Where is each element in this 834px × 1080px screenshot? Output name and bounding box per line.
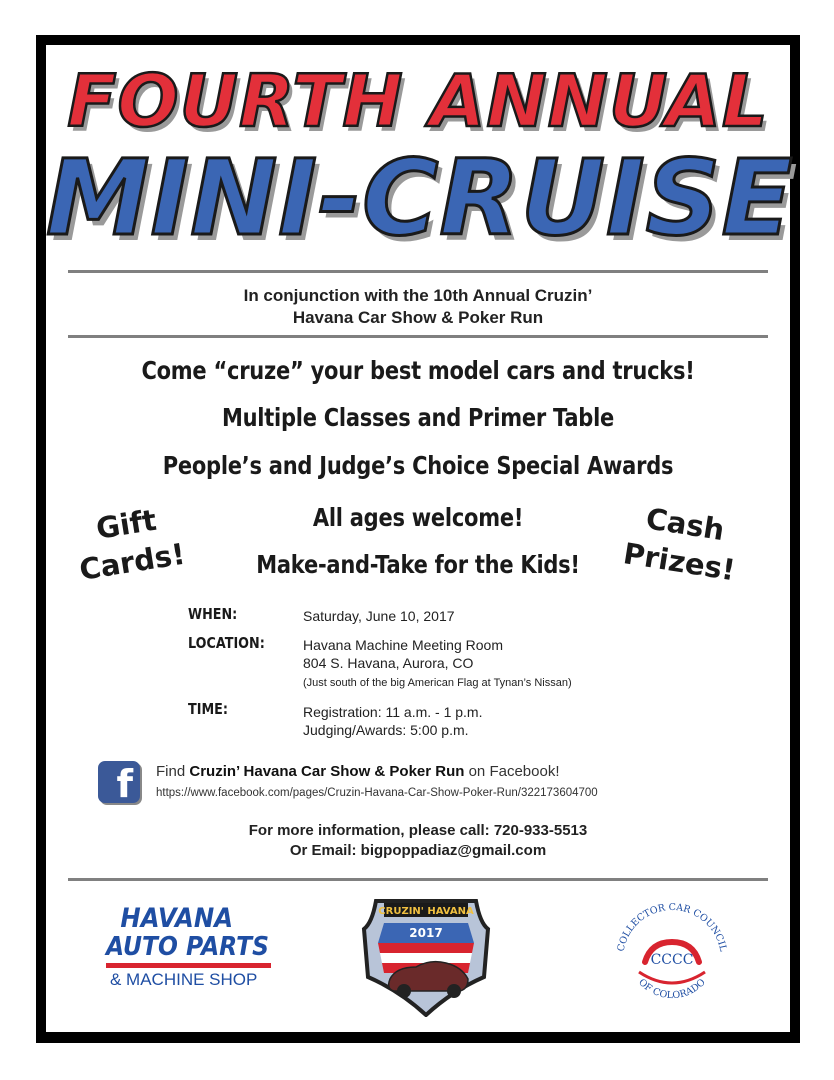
havana-auto-parts-logo — [106, 905, 306, 990]
facebook-page-name[interactable]: Cruzin’ Havana Car Show & Poker Run — [189, 763, 465, 780]
havana-logo-line2: AUTO PARTS — [106, 932, 269, 962]
havana-logo-line3: & MACHINE SHOP — [110, 970, 258, 989]
when-value: Saturday, June 10, 2017 — [303, 608, 455, 624]
facebook-find-suffix: on Facebook! — [464, 763, 560, 780]
gift-cards-line2: Cards! — [76, 536, 188, 587]
highlight-classes: Multiple Classes and Primer Table — [221, 403, 615, 432]
location-label: LOCATION: — [188, 634, 265, 652]
gift-cards-line1: Gift — [93, 502, 159, 546]
highlight-all-ages: All ages welcome! — [312, 503, 524, 532]
facebook-icon[interactable]: f — [98, 761, 140, 803]
divider-top — [68, 270, 768, 273]
divider-bottom — [68, 878, 768, 881]
cccc-abbr: CCCC — [650, 952, 694, 968]
havana-logo-bar — [106, 963, 271, 968]
cruzin-havana-shield-logo — [356, 893, 496, 1017]
when-label: WHEN: — [188, 605, 238, 623]
subtitle-line2: Havana Car Show & Poker Run — [292, 308, 544, 327]
shield-title: CRUZIN' HAVANA — [378, 906, 474, 917]
poster — [46, 45, 794, 1032]
highlight-cruze: Come “cruze” your best model cars and trucks! — [141, 356, 695, 385]
divider-middle — [68, 335, 768, 338]
location-line2: 804 S. Havana, Aurora, CO — [303, 655, 474, 671]
contact-phone: For more information, please call: 720-933-5513 — [248, 822, 588, 839]
contact-email[interactable]: Or Email: bigpoppadiaz@gmail.com — [289, 842, 547, 859]
cash-prizes-line2: Prizes! — [621, 536, 738, 588]
havana-logo-line1: HAVANA — [120, 903, 234, 934]
facebook-find-prefix: Find — [156, 763, 190, 780]
cash-prizes-line1: Cash — [643, 501, 727, 548]
collector-car-council-logo — [611, 898, 733, 1020]
facebook-url[interactable]: https://www.facebook.com/pages/Cruzin-Havana-Car-Show-Poker-Run/322173604700 — [156, 787, 598, 799]
cccc-top-text: COLLECTOR CAR COUNCIL — [615, 902, 729, 953]
location-line1: Havana Machine Meeting Room — [303, 637, 503, 653]
highlight-awards: People’s and Judge’s Choice Special Awards — [162, 451, 674, 480]
title-mini-cruise: MINI-CRUISE — [46, 137, 794, 259]
facebook-text — [156, 763, 559, 780]
time-registration: Registration: 11 a.m. - 1 p.m. — [303, 704, 483, 720]
time-label: TIME: — [188, 700, 228, 718]
highlight-make-and-take: Make-and-Take for the Kids! — [256, 550, 580, 579]
subtitle-line1: In conjunction with the 10th Annual Cruzin’ — [243, 286, 593, 305]
title-fourth-annual: FOURTH ANNUAL — [67, 59, 769, 143]
location-note: (Just south of the big American Flag at Tynan’s Nissan) — [303, 677, 572, 689]
shield-year: 2017 — [409, 926, 443, 940]
cccc-bottom-text: OF COLORADO — [636, 976, 708, 1002]
time-judging: Judging/Awards: 5:00 p.m. — [303, 722, 469, 738]
